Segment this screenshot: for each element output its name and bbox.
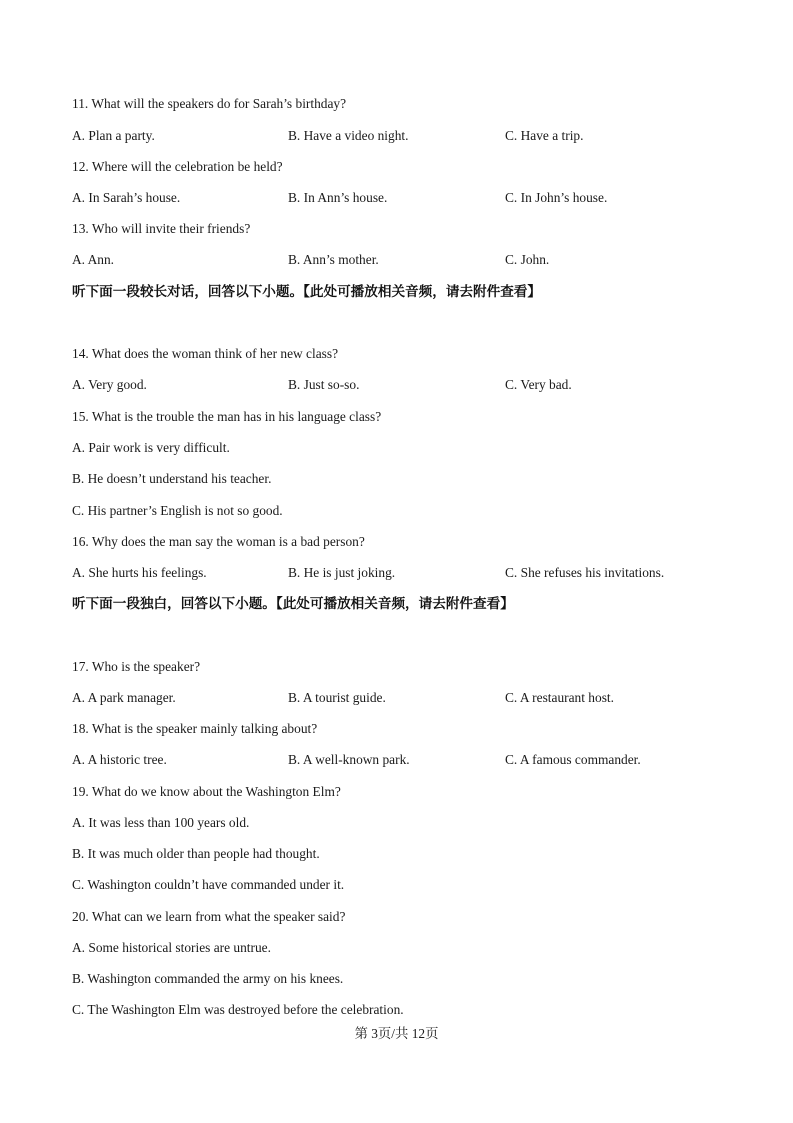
question-12-option-a: A. In Sarah’s house. [72,190,181,205]
question-19-option-a: A. It was less than 100 years old. [72,815,250,830]
question-14-stem: 14. What does the woman think of her new class? [72,346,339,361]
section-instruction-dialogue: 听下面一段较长对话，回答以下小题。【此处可播放相关音频，请去附件查看】 [72,284,541,300]
question-11-option-c: C. Have a trip. [505,128,584,143]
question-15-option-c: C. His partner’s English is not so good. [72,503,283,518]
question-20-option-a: A. Some historical stories are untrue. [72,940,271,955]
question-17-option-a: A. A park manager. [72,690,176,705]
question-18-stem: 18. What is the speaker mainly talking about? [72,721,318,736]
question-13-option-b: B. Ann’s mother. [288,252,379,267]
question-18-option-c: C. A famous commander. [505,752,641,767]
question-14-option-c: C. Very bad. [505,377,572,392]
question-16-option-b: B. He is just joking. [288,565,396,580]
question-16-option-a: A. She hurts his feelings. [72,565,207,580]
question-18-option-a: A. A historic tree. [72,752,167,767]
question-19-option-c: C. Washington couldn’t have commanded under it. [72,877,345,892]
question-20-option-c: C. The Washington Elm was destroyed before the celebration. [72,1002,404,1017]
question-13-option-c: C. John. [505,252,550,267]
question-11-stem: 11. What will the speakers do for Sarah’s birthday? [72,96,347,111]
question-15-option-b: B. He doesn’t understand his teacher. [72,471,272,486]
question-17-stem: 17. Who is the speaker? [72,659,201,674]
question-16-option-c: C. She refuses his invitations. [505,565,665,580]
question-15-stem: 15. What is the trouble the man has in his language class? [72,409,382,424]
question-11-option-b: B. Have a video night. [288,128,409,143]
question-18-option-b: B. A well-known park. [288,752,410,767]
question-14-option-a: A. Very good. [72,377,147,392]
question-12-option-b: B. In Ann’s house. [288,190,388,205]
question-19-option-b: B. It was much older than people had thought. [72,846,320,861]
question-13-stem: 13. Who will invite their friends? [72,221,251,236]
question-20-stem: 20. What can we learn from what the speaker said? [72,909,346,924]
question-15-option-a: A. Pair work is very difficult. [72,440,230,455]
question-17-option-b: B. A tourist guide. [288,690,386,705]
question-13-option-a: A. Ann. [72,252,115,267]
question-19-stem: 19. What do we know about the Washington Elm? [72,784,341,799]
section-instruction-monologue: 听下面一段独白，回答以下小题。【此处可播放相关音频，请去附件查看】 [72,596,514,612]
question-16-stem: 16. Why does the man say the woman is a bad person? [72,534,365,549]
question-17-option-c: C. A restaurant host. [505,690,614,705]
question-11-option-a: A. Plan a party. [72,128,155,143]
question-20-option-b: B. Washington commanded the army on his knees. [72,971,344,986]
question-14-option-b: B. Just so-so. [288,377,360,392]
question-12-option-c: C. In John’s house. [505,190,608,205]
page-number-footer: 第 3页/共 12页 [354,1026,439,1041]
question-12-stem: 12. Where will the celebration be held? [72,159,283,174]
